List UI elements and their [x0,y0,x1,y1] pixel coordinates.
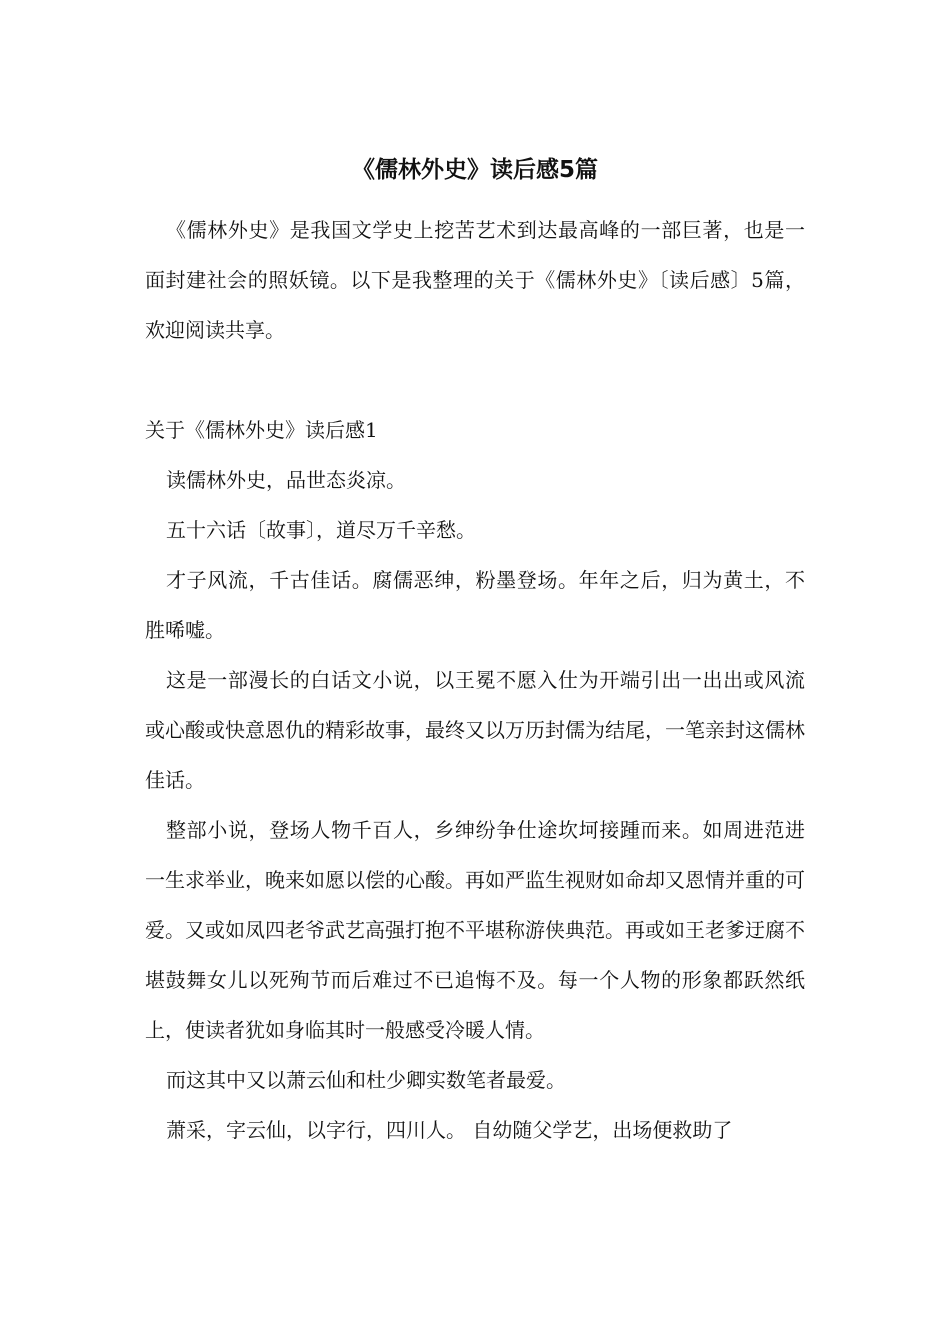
body-paragraph: 五十六话〔故事〕，道尽万千辛愁。 [166,518,476,542]
blank-line [145,355,805,405]
body-paragraph: 而这其中又以萧云仙和杜少卿实数笔者最爱。 [166,1068,566,1092]
document-title: 《儒林外史》读后感5篇 [351,157,598,183]
body-paragraph: 萧采，字云仙，以字行，四川人。 自幼随父学艺，出场便救助了 [166,1118,733,1142]
body-paragraph: 这是一部漫长的白话文小说，以王冕不愿入仕为开端引出一出出或风流或心酸或快意恩仇的精彩故事，最终又以万历封儒为结尾，一笔亲封这儒林佳话。 [145,668,805,792]
document-body [145,205,805,1155]
section-heading: 关于《儒林外史》读后感1 [145,418,378,442]
intro-paragraph: 《儒林外史》是我国文学史上挖苦艺术到达最高峰的一部巨著，也是一面封建社会的照妖镜。以下是我整理的关于《儒林外史》〔读后感〕5篇，欢迎阅读共享。 [145,218,805,342]
body-paragraph: 整部小说，登场人物千百人，乡绅纷争仕途坎坷接踵而来。如周进范进一生求举业，晚来如愿以偿的心酸。再如严监生视财如命却又恩情并重的可爱。又或如凤四老爷武艺高强打抱不平堪称游侠典范。再或如王老爹迂腐不堪鼓舞女儿以死殉节而后难过不已追悔不及。每一个人物的形象都跃然纸上，使读者犹如身临其时一般感受冷暖人情。 [145,818,805,1042]
body-paragraph: 读儒林外史，品世态炎凉。 [166,468,406,492]
body-paragraph: 才子风流，千古佳话。腐儒恶绅，粉墨登场。年年之后，归为黄土，不胜唏嘘。 [145,568,805,642]
